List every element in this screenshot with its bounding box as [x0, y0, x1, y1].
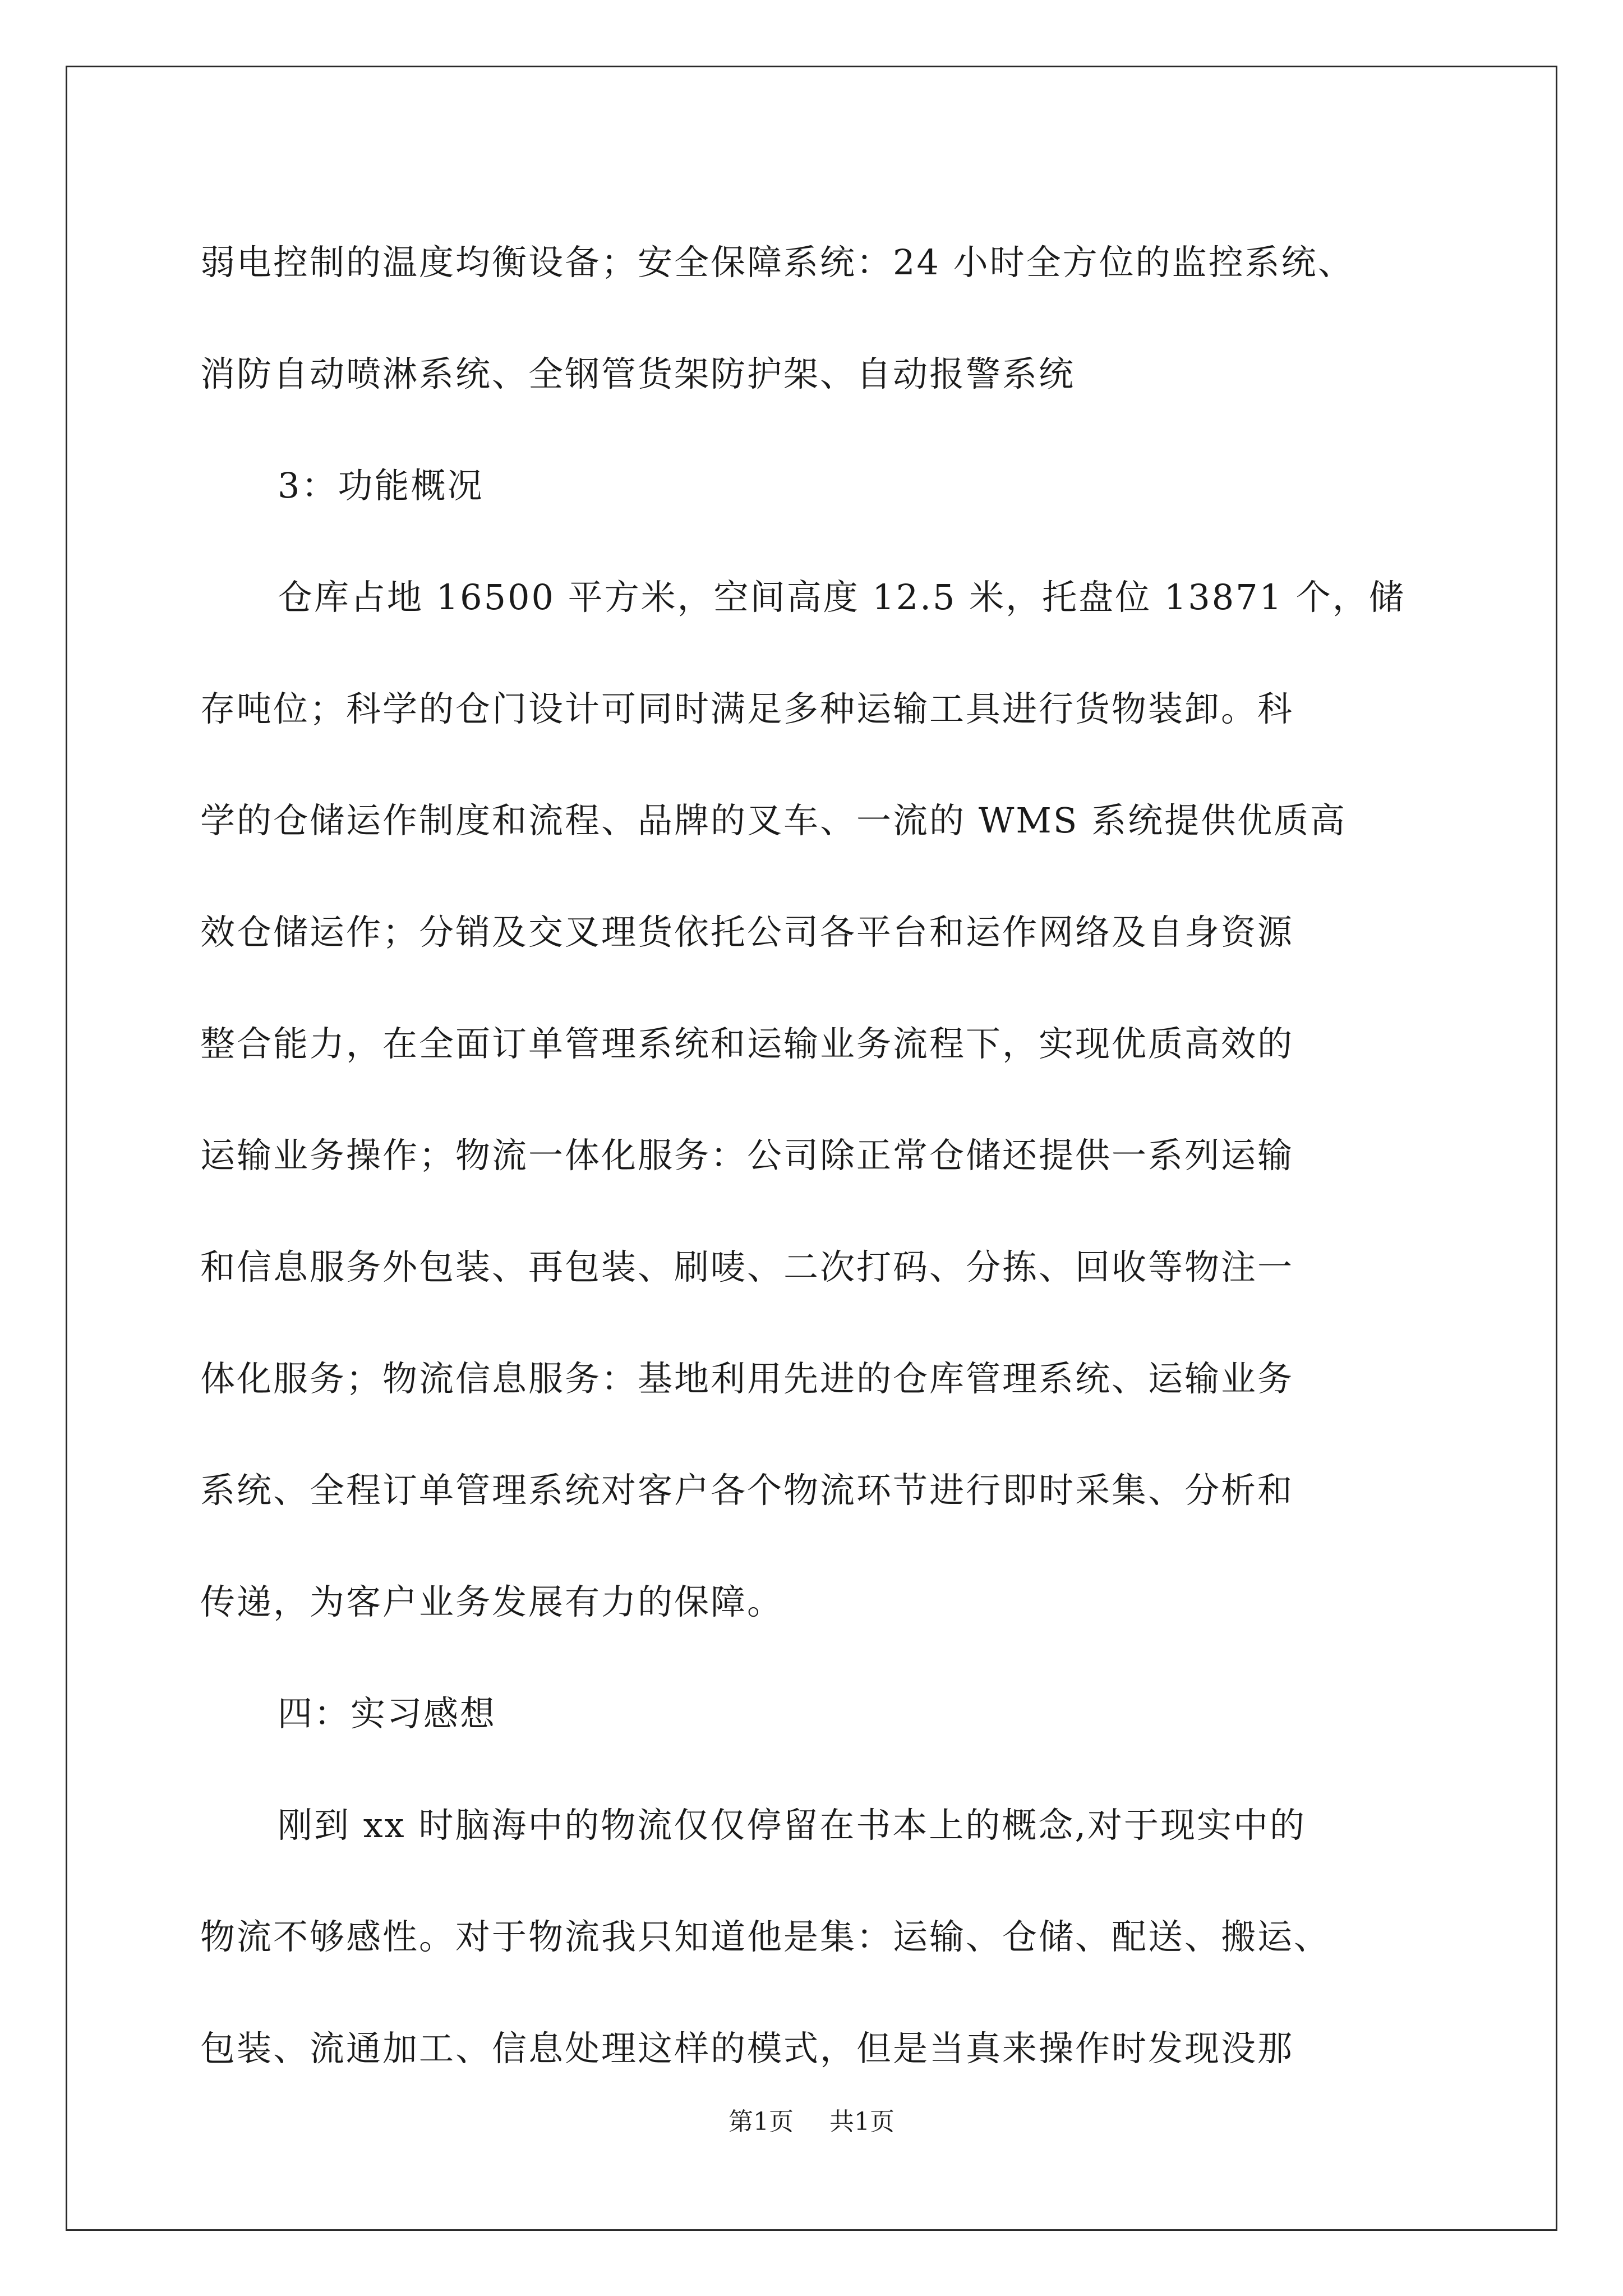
page-footer — [0, 2101, 1623, 2137]
section-heading: 四：实习感想 — [278, 1693, 497, 1734]
text-line: 系统、全程订单管理系统对客户各个物流环节进行即时采集、分析和 — [200, 1470, 1294, 1511]
text-line: 传递，为客户业务发展有力的保障。 — [200, 1581, 784, 1622]
text-line: 效仓储运作；分销及交叉理货依托公司各平台和运作网络及自身资源 — [200, 912, 1294, 953]
document-body — [200, 206, 1451, 2104]
text-line: 学的仓储运作制度和流程、品牌的叉车、一流的 WMS 系统提供优质高 — [200, 800, 1347, 841]
text-line: 和信息服务外包装、再包装、刷唛、二次打码、分拣、回收等物注一 — [200, 1246, 1294, 1287]
text-line: 刚到 xx 时脑海中的物流仅仅停留在书本上的概念,对于现实中的 — [278, 1805, 1307, 1846]
text-line: 存吨位；科学的仓门设计可同时满足多种运输工具进行货物装卸。科 — [200, 688, 1294, 729]
text-line: 运输业务操作；物流一体化服务：公司除正常仓储还提供一系列运输 — [200, 1135, 1294, 1176]
text-line: 弱电控制的温度均衡设备；安全保障系统：24 小时全方位的监控系统、 — [200, 242, 1354, 283]
page-number: 第1页 — [728, 2108, 794, 2136]
text-line: 体化服务；物流信息服务：基地利用先进的仓库管理系统、运输业务 — [200, 1358, 1294, 1399]
page-total: 共1页 — [829, 2108, 895, 2136]
text-line: 包装、流通加工、信息处理这样的模式，但是当真来操作时发现没那 — [200, 2028, 1294, 2069]
text-line: 仓库占地 16500 平方米，空间高度 12.5 米，托盘位 13871 个，储 — [278, 577, 1405, 618]
text-line: 整合能力，在全面订单管理系统和运输业务流程下，实现优质高效的 — [200, 1023, 1294, 1064]
section-heading: 3：功能概况 — [278, 465, 484, 506]
text-line: 消防自动喷淋系统、全钢管货架防护架、自动报警系统 — [200, 353, 1076, 394]
text-line: 物流不够感性。对于物流我只知道他是集：运输、仓储、配送、搬运、 — [200, 1916, 1331, 1957]
